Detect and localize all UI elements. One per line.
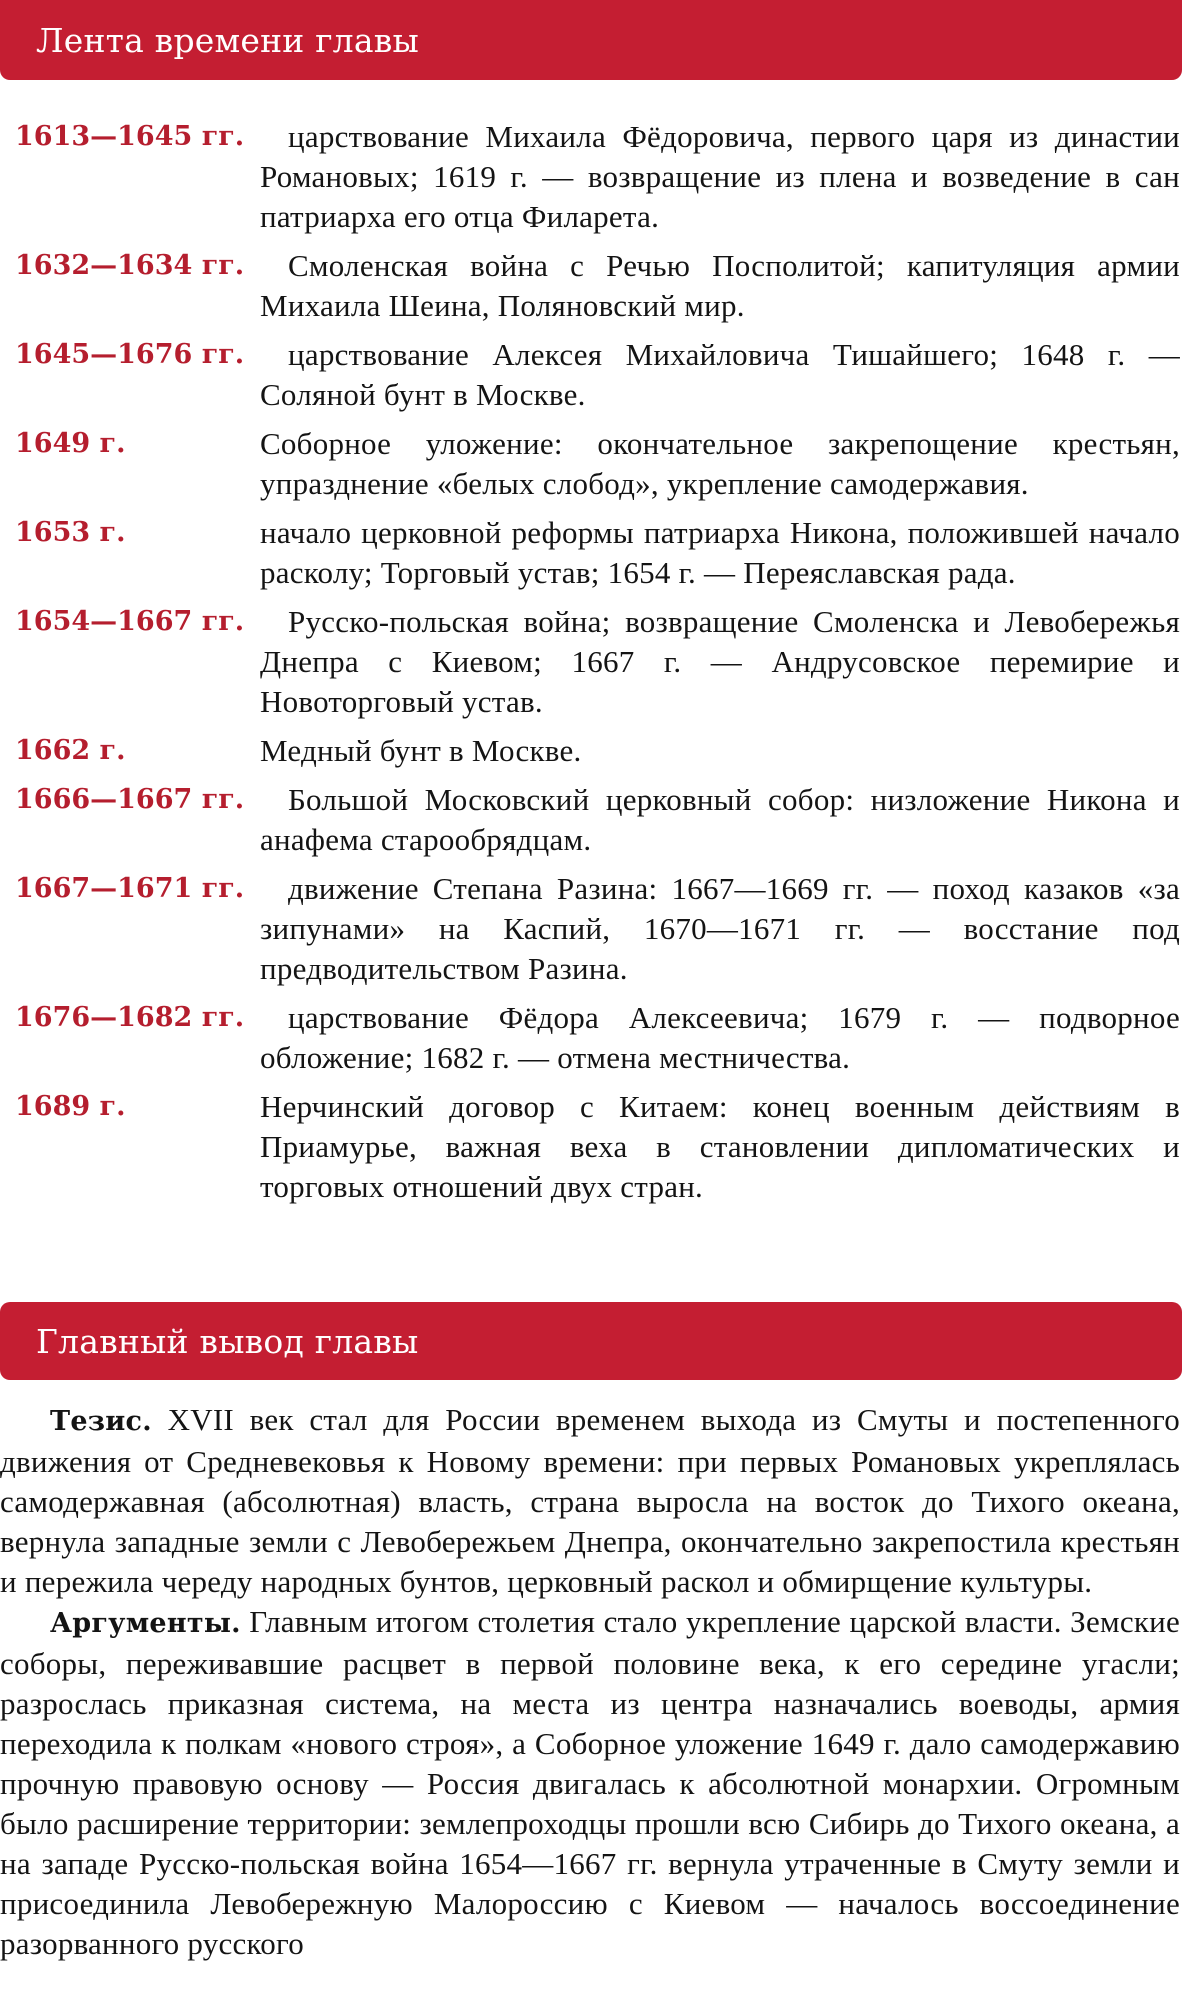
timeline-section-header bbox=[0, 0, 1182, 80]
timeline-text: Нерчинский договор с Китаем: конец военным действиям в Приамурье, важная веха в становлении дипломатических и торговых отношений двух стран. bbox=[260, 1089, 1180, 1204]
arguments-text: Главным итогом столетия стало укрепление царской власти. Земские соборы, переживавшие расцвет в первой половине века, к его середине угасли; разрослась приказная система, на места из центра назначались воеводы, армия переходила к полкам «нового строя», а Соборное уложение 1649 г. дало самодержавию прочную правовую основу — Россия двигалась к абсолютной монархии. Огромным было расширение территории: землепроходцы прошли всю Сибирь до Тихого океана, а на западе Русско-польская война 1654—1667 гг. вернула утраченные в Смуту земли и присоединила Левобережную Малороссию с Киевом — началось воссоединение разорванного русского bbox=[0, 1604, 1180, 1961]
timeline-entry bbox=[0, 780, 1182, 860]
timeline-entry bbox=[0, 513, 1182, 593]
arguments-paragraph bbox=[0, 1602, 1180, 1964]
timeline-list bbox=[0, 117, 1182, 1216]
arguments-label: Аргументы. bbox=[50, 1608, 241, 1639]
thesis-paragraph bbox=[0, 1400, 1180, 1602]
timeline-entry bbox=[0, 335, 1182, 415]
timeline-date: 1689 г. bbox=[15, 1091, 126, 1122]
timeline-date: 1653 г. bbox=[15, 517, 126, 548]
timeline-entry bbox=[0, 117, 1182, 237]
conclusion-section-header bbox=[0, 1302, 1182, 1380]
timeline-text: царствование Михаила Фёдоровича, первого царя из династии Романовых; 1619 г. — возвращение из плена и возведение в сан патриарха его отца Филарета. bbox=[260, 119, 1180, 234]
timeline-text: царствование Фёдора Алексеевича; 1679 г. — подворное обложение; 1682 г. — отмена местничества. bbox=[260, 1000, 1180, 1075]
timeline-date: 1654—1667 гг. bbox=[15, 606, 245, 637]
timeline-text: Смоленская война с Речью Посполитой; капитуляция армии Михаила Шеина, Поляновский мир. bbox=[260, 248, 1180, 323]
timeline-text: царствование Алексея Михайловича Тишайшего; 1648 г. — Соляной бунт в Москве. bbox=[260, 337, 1180, 412]
timeline-text: Большой Московский церковный собор: низложение Никона и анафема старообрядцам. bbox=[260, 782, 1180, 857]
timeline-date: 1649 г. bbox=[15, 428, 126, 459]
timeline-text: Медный бунт в Москве. bbox=[260, 733, 582, 768]
thesis-label: Тезис. bbox=[50, 1406, 152, 1437]
timeline-date: 1645—1676 гг. bbox=[15, 339, 245, 370]
timeline-date: 1613—1645 гг. bbox=[15, 121, 245, 152]
conclusion-section-title: Главный вывод главы bbox=[36, 1321, 419, 1361]
conclusion-body bbox=[0, 1400, 1180, 1964]
timeline-date: 1667—1671 гг. bbox=[15, 873, 245, 904]
thesis-text: XVII век стал для России временем выхода из Смуты и постепенного движения от Средневековья к Новому времени: при первых Романовых укреплялась самодержавная (абсолютная) власть, страна выросла на восток до Тихого океана, вернула западные земли с Левобережьем Днепра, окончательно закрепостила крестьян и пережила череду народных бунтов, церковный раскол и обмирщение культуры. bbox=[0, 1402, 1180, 1599]
timeline-entry bbox=[0, 1087, 1182, 1207]
timeline-entry bbox=[0, 731, 1182, 771]
timeline-text: Русско-польская война; возвращение Смоленска и Левобережья Днепра с Киевом; 1667 г. — Андрусовское перемирие и Новоторговый устав. bbox=[260, 604, 1180, 719]
timeline-date: 1662 г. bbox=[15, 735, 126, 766]
timeline-entry bbox=[0, 869, 1182, 989]
timeline-date: 1632—1634 гг. bbox=[15, 250, 245, 281]
timeline-text: Соборное уложение: окончательное закрепощение крестьян, упразднение «белых слобод», укрепление самодержавия. bbox=[260, 426, 1180, 501]
timeline-entry bbox=[0, 998, 1182, 1078]
timeline-entry bbox=[0, 424, 1182, 504]
timeline-section-title: Лента времени главы bbox=[36, 20, 419, 60]
timeline-text: начало церковной реформы патриарха Никона, положившей начало расколу; Торговый устав; 1654 г. — Переяславская рада. bbox=[260, 515, 1180, 590]
timeline-entry bbox=[0, 246, 1182, 326]
timeline-date: 1666—1667 гг. bbox=[15, 784, 245, 815]
timeline-text: движение Степана Разина: 1667—1669 гг. — поход казаков «за зипунами» на Каспий, 1670—1671 гг. — восстание под предводительством Разина. bbox=[260, 871, 1180, 986]
timeline-entry bbox=[0, 602, 1182, 722]
timeline-date: 1676—1682 гг. bbox=[15, 1002, 245, 1033]
